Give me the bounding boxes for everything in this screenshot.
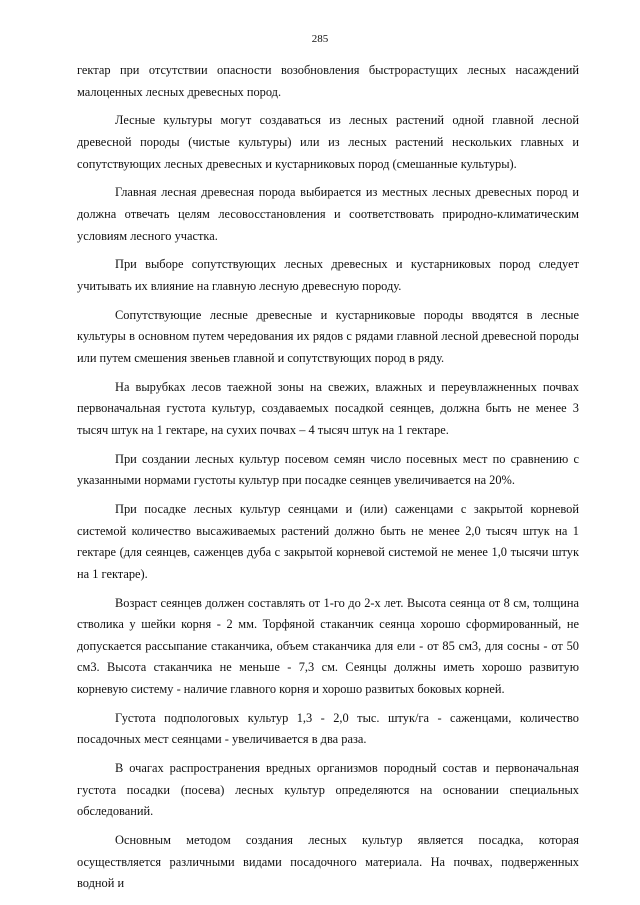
paragraph: На вырубках лесов таежной зоны на свежих, влажных и переувлажненных почвах первоначальная густота культур, создаваемых посадкой сеянцев, должна быть не менее 3 тысяч штук на 1 гектаре, на сухих почвах – 4 тысяч штук на 1 гектаре. [77,379,579,437]
paragraph: гектар при отсутствии опасности возобновления быстрорастущих лесных насаждений малоценных лесных древесных пород. [77,63,579,99]
paragraph: При посадке лесных культур сеянцами и (или) саженцами с закрытой корневой системой количество высаживаемых растений должно быть не менее 2,0 тысяч штук на 1 гектаре (для сеянцев, саженцев дуба с закрытой корневой системой не менее 1,0 тысячи штук на 1 гектаре). [77,502,579,581]
paragraph: Сопутствующие лесные древесные и кустарниковые породы вводятся в лесные культуры в основном путем чередования их рядов с рядами главной лесной древесной породы или путем смешения звеньев главной и сопутствующих пород в ряду. [77,307,579,365]
paragraph: При создании лесных культур посевом семян число посевных мест по сравнению с указанными нормами густоты культур при посадке сеянцев увеличивается на 20%. [77,451,579,488]
paragraph: Главная лесная древесная порода выбирается из местных лесных древесных пород и должна отвечать целям лесовосстановления и соответствовать природно-климатическим условиям лесного участка. [77,185,579,243]
paragraph: В очагах распространения вредных организмов породный состав и первоначальная густота посадки (посева) лесных культур определяются на основании специальных обследований. [77,761,579,819]
paragraph: Густота подпологовых культур 1,3 - 2,0 тыс. штук/га - саженцами, количество посадочных мест сеянцами - увеличивается в два раза. [77,710,579,747]
page-number: 285 [311,33,329,45]
paragraph: Лесные культуры могут создаваться из лесных растений одной главной лесной древесной породы (чистые культуры) или из лесных растений нескольких главных и сопутствующих лесных древесных и кустарниковых пород (смешанные культуры). [77,113,579,171]
document-body [77,60,579,902]
paragraph: Возраст сеянцев должен составлять от 1-го до 2-х лет. Высота сеянца от 8 см, толщина стволика у шейки корня - 2 мм. Торфяной стаканчик сеянца хорошо сформированный, не допускается рассыпание стаканчика, объем стаканчика для ели - от 85 см3, для сосны - от 50 см3. Высота стаканчика не меньше - 7,3 см. Сеянцы должны иметь хорошо развитую корневую систему - наличие главного корня и хорошо развитых боковых корней. [77,595,579,696]
paragraph: При выборе сопутствующих лесных древесных и кустарниковых пород следует учитывать их влияние на главную лесную древесную породу. [77,257,579,293]
paragraph: Основным методом создания лесных культур является посадка, которая осуществляется различными видами посадочного материала. На почвах, подверженных водной и [77,833,579,891]
